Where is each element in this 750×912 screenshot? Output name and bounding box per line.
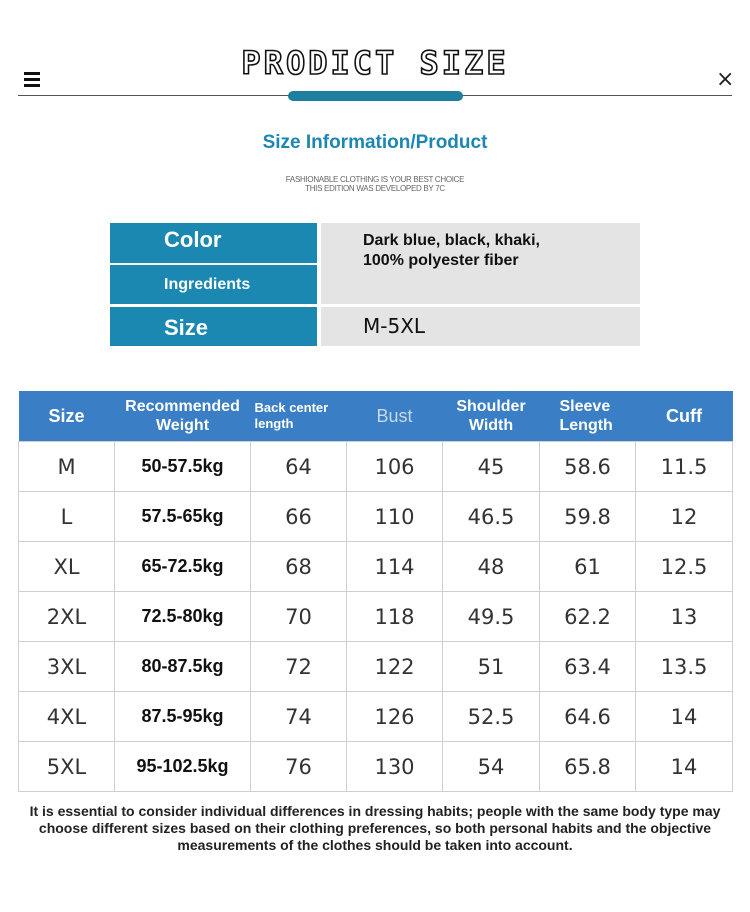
cell-weight: 80-87.5kg (115, 642, 251, 692)
header-recommended-weight: Recommended Weight (115, 391, 251, 442)
cell-cuff: 14 (636, 742, 733, 792)
cell-size: 5XL (19, 742, 115, 792)
cell-cuff: 14 (636, 692, 733, 742)
cell-sleeve: 65.8 (540, 742, 636, 792)
table-row (19, 592, 733, 642)
header-sleeve-length: Sleeve Length (540, 391, 636, 442)
cell-size: XL (19, 542, 115, 592)
page-title: PRODICT SIZE (241, 44, 509, 82)
table-row (19, 542, 733, 592)
info-value-color (321, 223, 640, 304)
cell-back: 70 (251, 592, 347, 642)
cell-shoulder: 49.5 (443, 592, 540, 642)
cell-shoulder: 45 (443, 442, 540, 492)
section-title: Size Information/Product (262, 132, 488, 153)
header-shoulder-width: Shoulder Width (443, 391, 540, 442)
cell-back: 68 (251, 542, 347, 592)
cell-bust: 126 (347, 692, 443, 742)
cell-back: 76 (251, 742, 347, 792)
cell-sleeve: 62.2 (540, 592, 636, 642)
cell-weight: 65-72.5kg (115, 542, 251, 592)
cell-sleeve: 58.6 (540, 442, 636, 492)
cell-size: M (19, 442, 115, 492)
header-bust: Bust (347, 391, 443, 442)
cell-cuff: 13 (636, 592, 733, 642)
tagline (0, 175, 750, 193)
cell-cuff: 12 (636, 492, 733, 542)
cell-cuff: 12.5 (636, 542, 733, 592)
cell-cuff: 13.5 (636, 642, 733, 692)
cell-weight: 72.5-80kg (115, 592, 251, 642)
close-icon[interactable]: × (716, 67, 735, 92)
cell-weight: 95-102.5kg (115, 742, 251, 792)
cell-sleeve: 64.6 (540, 692, 636, 742)
header-accent-pill (288, 91, 463, 101)
tagline-line-2: THIS EDITION WAS DEVELOPED BY 7C (305, 184, 445, 193)
table-row (19, 492, 733, 542)
cell-sleeve: 63.4 (540, 642, 636, 692)
cell-cuff: 11.5 (636, 442, 733, 492)
info-label-color: Color (110, 223, 317, 263)
header-back-center-length: Back center length (251, 391, 347, 442)
cell-shoulder: 54 (443, 742, 540, 792)
menu-bar (24, 84, 40, 87)
cell-back: 74 (251, 692, 347, 742)
cell-sleeve: 59.8 (540, 492, 636, 542)
info-value-size: M-5XL (321, 307, 640, 346)
cell-sleeve: 61 (540, 542, 636, 592)
cell-bust: 130 (347, 742, 443, 792)
cell-bust: 110 (347, 492, 443, 542)
header-size: Size (19, 391, 115, 442)
cell-back: 72 (251, 642, 347, 692)
cell-shoulder: 48 (443, 542, 540, 592)
cell-shoulder: 52.5 (443, 692, 540, 742)
tagline-line-1: FASHIONABLE CLOTHING IS YOUR BEST CHOICE (285, 175, 465, 184)
table-row (19, 642, 733, 692)
cell-weight: 57.5-65kg (115, 492, 251, 542)
cell-size: 2XL (19, 592, 115, 642)
cell-back: 66 (251, 492, 347, 542)
cell-back: 64 (251, 442, 347, 492)
cell-bust: 106 (347, 442, 443, 492)
size-table-header (19, 391, 733, 442)
cell-shoulder: 46.5 (443, 492, 540, 542)
cell-shoulder: 51 (443, 642, 540, 692)
color-value-text: Dark blue, black, khaki, 100% polyester fiber (363, 232, 540, 269)
header-cuff: Cuff (636, 391, 733, 442)
info-label-size: Size (110, 307, 317, 346)
cell-bust: 114 (347, 542, 443, 592)
cell-size: 3XL (19, 642, 115, 692)
footnote: It is essential to consider individual differences in dressing habits; people with the same body type may choose different sizes based on their clothing preferences, so both personal habits and the objective measurements of the clothes should be taken into account. (29, 803, 721, 853)
info-label-ingredients: Ingredients (110, 265, 317, 304)
cell-size: 4XL (19, 692, 115, 742)
table-row (19, 692, 733, 742)
table-row (19, 442, 733, 492)
cell-bust: 118 (347, 592, 443, 642)
cell-weight: 50-57.5kg (115, 442, 251, 492)
table-row (19, 742, 733, 792)
cell-size: L (19, 492, 115, 542)
cell-weight: 87.5-95kg (115, 692, 251, 742)
cell-bust: 122 (347, 642, 443, 692)
size-table (18, 391, 733, 792)
